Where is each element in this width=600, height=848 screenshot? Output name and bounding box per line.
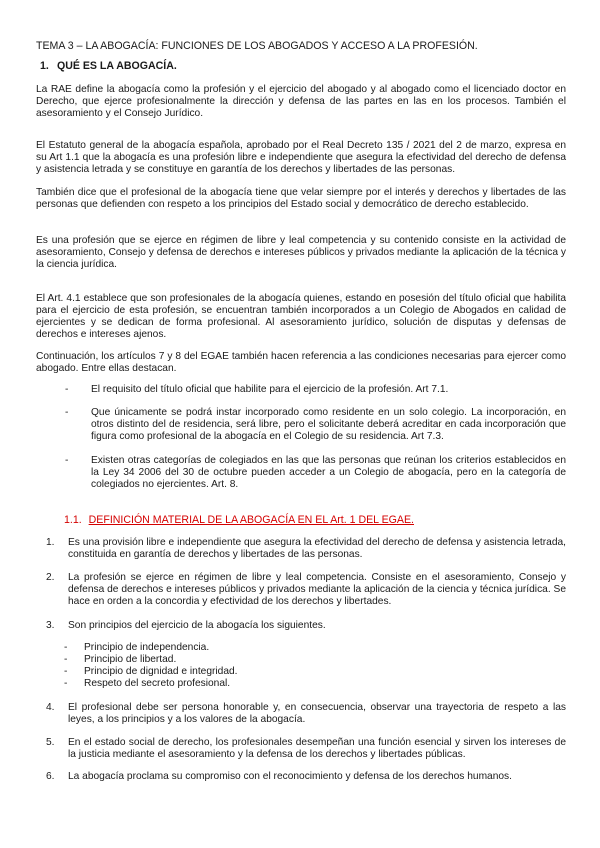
paragraph-rae-definition: La RAE define la abogacía como la profesión y el ejercicio del abogado y al abogado como el licenciado doctor en Derecho, que ejerce profesionalmente la dirección y defensa de las partes en las en los procesos. También el asesoramiento y el Consejo Jurídico. — [36, 84, 566, 119]
principle-item: - Principio de libertad. — [84, 654, 176, 666]
item-number: 4. — [46, 702, 55, 713]
item-text: La abogacía proclama su compromiso con el reconocimiento y defensa de los derechos humanos. — [68, 771, 512, 782]
item-number: 6. — [46, 771, 55, 782]
item-number: 3. — [46, 620, 55, 631]
item-text: Son principios del ejercicio de la abogacía los siguientes. — [68, 620, 326, 631]
paragraph-velar: También dice que el profesional de la abogacía tiene que velar siempre por el interés y derechos y libertades de las personas que defienden con respeto a los principios del Estado social y democrático de derecho establecido. — [36, 187, 566, 210]
item-number: 1. — [46, 537, 55, 548]
numbered-item — [46, 572, 566, 608]
item-number: 2. — [46, 572, 55, 583]
section-heading — [40, 60, 570, 72]
section-number: 1. — [40, 60, 49, 72]
paragraph-continuacion: Continuación, los artículos 7 y 8 del EGAE también hacen referencia a las condiciones necesarias para ejercer como abogado. Entre ellas destacan. — [36, 351, 566, 374]
subsection-title: DEFINICIÓN MATERIAL DE LA ABOGACÍA EN EL Art. 1 DEL EGAE. — [88, 514, 414, 526]
item-text: El profesional debe ser persona honorable y, en consecuencia, observar una trayectoria de respeto a las leyes, a los principios y a los valores de la abogacía. — [68, 702, 566, 725]
principle-item: - Principio de independencia. — [84, 642, 209, 654]
item-text: La profesión se ejerce en régimen de libre y leal competencia. Consiste en el asesoramiento, Consejo y defensa de derechos e intereses públicos y privados mediante la aplicación de la ciencia y técnica jurídica. Se hace en orden a la concordia y efectividad de los derechos y libertades. — [68, 572, 566, 607]
numbered-item — [46, 702, 566, 726]
numbered-item — [46, 771, 566, 783]
condition-item: - El requisito del título oficial que habilite para el ejercicio de la profesión. Art 7.1. — [91, 384, 566, 396]
paragraph-estatuto: El Estatuto general de la abogacía española, aprobado por el Real Decreto 135 / 2021 del 2 de marzo, expresa en su Art 1.1 que la abogacía es una profesión libre e independiente que asegura la efectividad del derecho de defensa y asistencia letrada y se constituye en garantía de los derechos y libertades de las personas. — [36, 140, 566, 175]
principle-item: - Principio de dignidad e integridad. — [84, 666, 237, 678]
numbered-item — [46, 737, 566, 761]
numbered-item — [46, 620, 566, 632]
numbered-item — [46, 537, 566, 561]
condition-item: - Que únicamente se podrá instar incorporado como residente en un solo colegio. La incorporación, en otros distinto del de residencia, será libre, pero el solicitante deberá acreditar en cada incorporación que figura como profesional de la abogacía en el Colegio de su residencia. Art 7.3. — [91, 407, 566, 443]
item-number: 5. — [46, 737, 55, 748]
paragraph-art-4-1: El Art. 4.1 establece que son profesionales de la abogacía quienes, estando en posesión del título oficial que habilita para el ejercicio de esta profesión, se encuentran también incorporados a un Colegio de Abogados en calidad de ejercientes y se dedican de forma profesional. Al asesoramiento jurídico, solución de disputas y defensas de derechos e intereses ajenos. — [36, 293, 566, 340]
principle-item: - Respeto del secreto profesional. — [84, 678, 230, 690]
document-title: TEMA 3 – LA ABOGACÍA: FUNCIONES DE LOS ABOGADOS Y ACCESO A LA PROFESIÓN. — [36, 40, 478, 52]
subsection-heading — [64, 514, 414, 526]
subsection-number: 1.1. — [64, 514, 82, 526]
item-text: En el estado social de derecho, los profesionales desempeñan una función esencial y sirven los intereses de la justicia mediante el asesoramiento y la defensa de los derechos y libertades públicas. — [68, 737, 566, 760]
section-title: QUÉ ES LA ABOGACÍA. — [56, 60, 177, 72]
paragraph-regimen: Es una profesión que se ejerce en régimen de libre y leal competencia y su contenido consiste en la actividad de asesoramiento, Consejo y defensa de derechos e intereses públicos y privados mediante la aplicación de la técnica y la ciencia jurídica. — [36, 235, 566, 270]
item-text: Es una provisión libre e independiente que asegura la efectividad del derecho de defensa y asistencia letrada, constituida en garantía de derechos y libertades de las personas. — [68, 537, 566, 560]
condition-item: - Existen otras categorías de colegiados en las que las personas que reúnan los criterios establecidos en la Ley 34 2006 del 30 de octubre pueden acceder a un Colegio de abogacía, pero en la categoría de colegiados no ejercientes. Art. 8. — [91, 455, 566, 491]
